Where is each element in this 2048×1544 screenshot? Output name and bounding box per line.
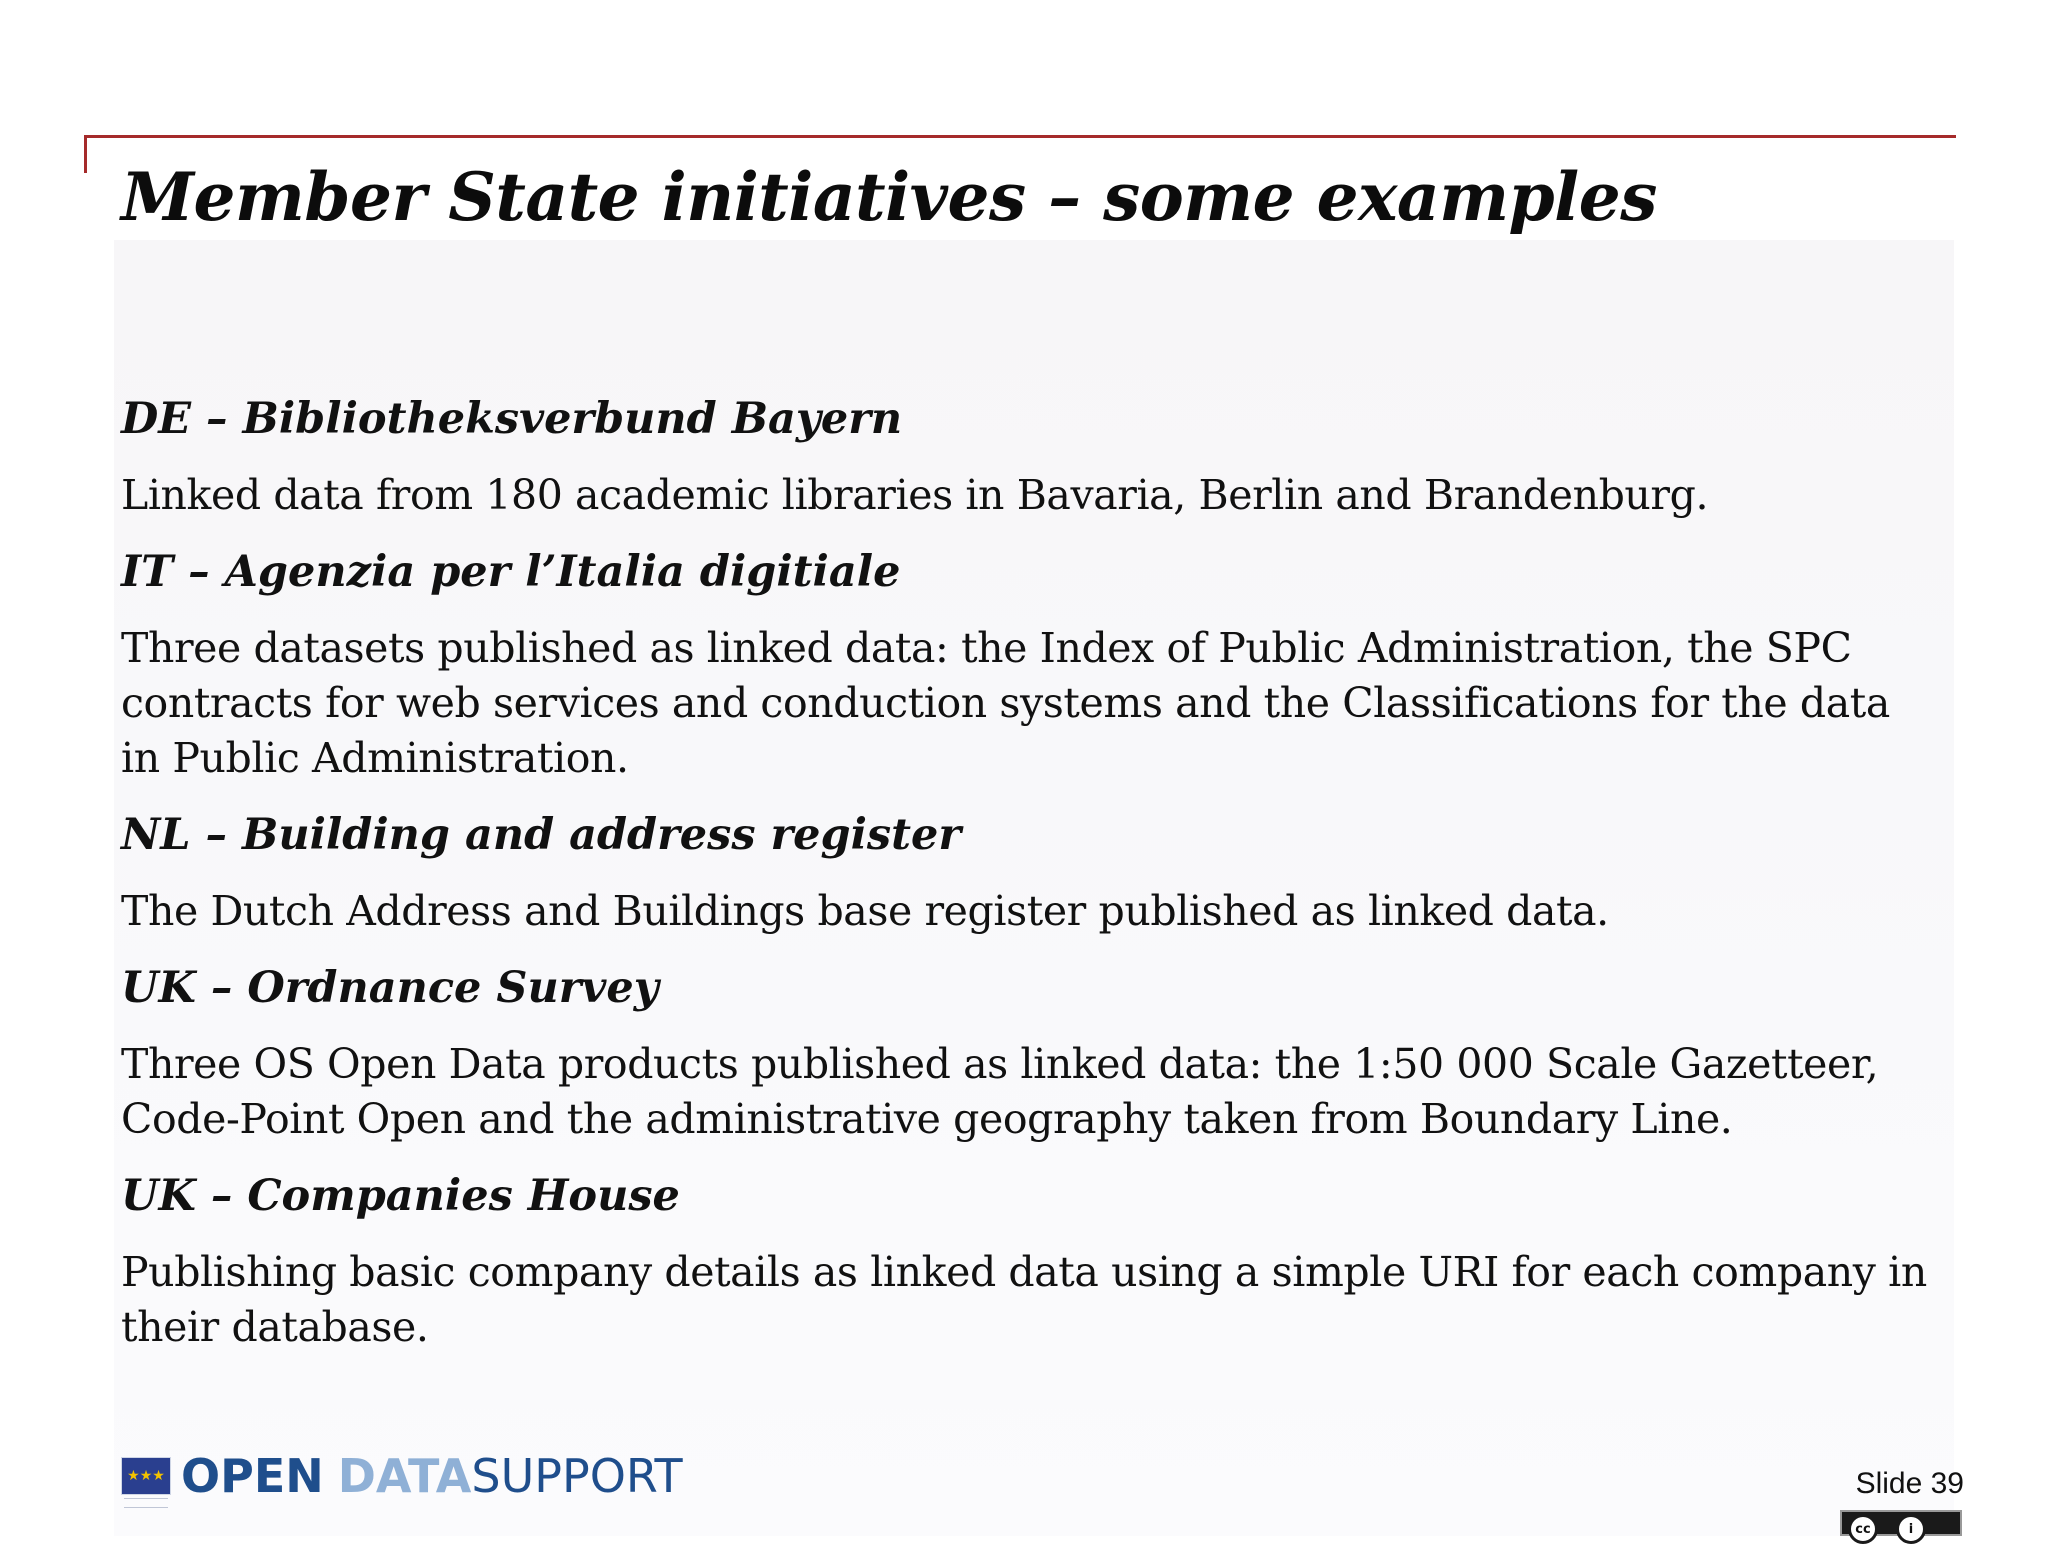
brand-data: DATA (337, 1449, 472, 1503)
title-rule-left (84, 135, 87, 173)
brand-wordmark (181, 1448, 683, 1504)
brand-support: SUPPORT (471, 1449, 683, 1503)
section-heading-de: DE – Bibliotheksverbund Bayern (121, 394, 903, 444)
open-data-support-logo (121, 1448, 683, 1504)
section-heading-uk-os: UK – Ordnance Survey (121, 963, 659, 1013)
eu-flag-icon: ★★★ (121, 1457, 171, 1495)
slide-number: Slide 39 (1855, 1467, 1964, 1500)
cc-by-icon (1840, 1510, 1962, 1536)
title-rule-top (84, 135, 1956, 138)
section-text-it: Three datasets published as linked data: the Index of Public Administration, the SPC contracts for web services and conduction systems and the Classifications for the data in Public Administration. (121, 624, 1890, 782)
section-text-uk-ch: Publishing basic company details as linked data using a simple URI for each company in their database. (121, 1248, 1927, 1351)
slide-title: Member State initiatives – some examples (121, 158, 1657, 236)
section-text-de: Linked data from 180 academic libraries in Bavaria, Berlin and Brandenburg. (121, 471, 1709, 519)
slide-body (121, 392, 1931, 1377)
section-text-uk-os: Three OS Open Data products published as linked data: the 1:50 000 Scale Gazetteer, Code-Point Open and the administrative geography taken from Boundary Line. (121, 1040, 1879, 1143)
by-icon: i (1896, 1514, 1926, 1544)
section-heading-uk-ch: UK – Companies House (121, 1171, 680, 1221)
section-text-nl: The Dutch Address and Buildings base register published as linked data. (121, 887, 1609, 935)
brand-open: OPEN (181, 1449, 324, 1503)
section-heading-nl: NL – Building and address register (121, 810, 962, 860)
cc-icon: cc (1848, 1514, 1878, 1544)
section-heading-it: IT – Agenzia per l’Italia digitiale (121, 547, 901, 597)
